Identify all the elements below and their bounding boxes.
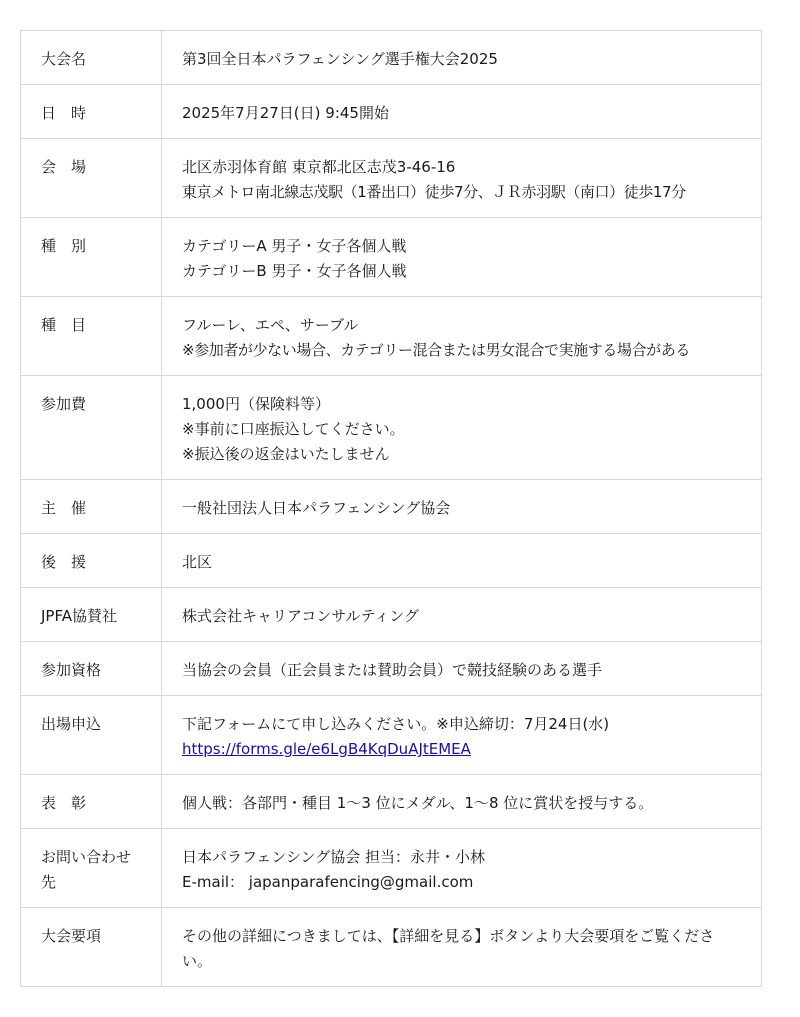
row-value xyxy=(162,696,762,775)
row-entry-fee xyxy=(21,376,762,480)
row-sponsor xyxy=(21,588,762,642)
row-label: 大会要項 xyxy=(21,908,162,987)
row-value xyxy=(162,642,762,696)
value-line: 東京メトロ南北線志茂駅（1番出口）徒歩7分、ＪＲ赤羽駅（南口）徒歩17分 xyxy=(182,183,686,201)
row-events xyxy=(21,297,762,376)
row-label: 後 援 xyxy=(21,534,162,588)
row-value xyxy=(162,480,762,534)
row-value xyxy=(162,139,762,218)
row-label: 参加費 xyxy=(21,376,162,480)
row-support xyxy=(21,534,762,588)
row-value xyxy=(162,31,762,85)
value-line: ※事前に口座振込してください。 xyxy=(182,420,405,438)
row-value xyxy=(162,376,762,480)
value-line: 個人戦：各部門・種目 1～3 位にメダル、1～8 位に賞状を授与する。 xyxy=(182,794,654,812)
value-line: E-mail： japanparafencing@gmail.com xyxy=(182,873,474,891)
row-label: 日 時 xyxy=(21,85,162,139)
row-value xyxy=(162,829,762,908)
value-line: 北区赤羽体育館 東京都北区志茂3-46-16 xyxy=(182,158,456,176)
row-label: JPFA協賛社 xyxy=(21,588,162,642)
row-value xyxy=(162,218,762,297)
row-application xyxy=(21,696,762,775)
event-info-table xyxy=(20,30,762,987)
row-label: 会 場 xyxy=(21,139,162,218)
value-line: ※参加者が少ない場合、カテゴリー混合または男女混合で実施する場合がある xyxy=(182,341,690,359)
value-line: カテゴリーB 男子・女子各個人戦 xyxy=(182,262,407,280)
value-line: 1,000円（保険料等） xyxy=(182,395,330,413)
row-label: 出場申込 xyxy=(21,696,162,775)
value-line: 一般社団法人日本パラフェンシング協会 xyxy=(182,499,451,517)
row-venue xyxy=(21,139,762,218)
row-label: お問い合わせ先 xyxy=(21,829,162,908)
row-label: 種 別 xyxy=(21,218,162,297)
row-contact xyxy=(21,829,762,908)
row-label: 表 彰 xyxy=(21,775,162,829)
value-line: カテゴリーA 男子・女子各個人戦 xyxy=(182,237,407,255)
value-line: 下記フォームにて申し込みください。※申込締切：7月24日(水) xyxy=(182,715,610,733)
row-eligibility xyxy=(21,642,762,696)
row-value xyxy=(162,775,762,829)
row-awards xyxy=(21,775,762,829)
value-line: 2025年7月27日(日) 9:45開始 xyxy=(182,104,389,122)
value-line xyxy=(182,737,741,762)
application-form-link[interactable]: https://forms.gle/e6LgB4KqDuAJtEMEA xyxy=(182,740,471,758)
row-label: 参加資格 xyxy=(21,642,162,696)
row-date-time xyxy=(21,85,762,139)
value-line: フルーレ、エペ、サーブル xyxy=(182,316,359,334)
row-value xyxy=(162,297,762,376)
value-line: 株式会社キャリアコンサルティング xyxy=(182,607,420,625)
row-guidelines xyxy=(21,908,762,987)
row-value xyxy=(162,588,762,642)
value-line: 第3回全日本パラフェンシング選手権大会2025 xyxy=(182,50,498,68)
row-value xyxy=(162,85,762,139)
row-value xyxy=(162,908,762,987)
value-line: 北区 xyxy=(182,553,213,571)
row-label: 大会名 xyxy=(21,31,162,85)
value-line: ※振込後の返金はいたしません xyxy=(182,445,390,463)
row-value xyxy=(162,534,762,588)
row-event-name xyxy=(21,31,762,85)
value-line: 当協会の会員（正会員または賛助会員）で競技経験のある選手 xyxy=(182,661,603,679)
row-label: 主 催 xyxy=(21,480,162,534)
row-organizer xyxy=(21,480,762,534)
value-line: その他の詳細につきましては、【詳細を見る】ボタンより大会要項をご覧ください。 xyxy=(182,927,715,970)
row-label: 種 目 xyxy=(21,297,162,376)
row-category xyxy=(21,218,762,297)
value-line: 日本パラフェンシング協会 担当：永井・小林 xyxy=(182,848,485,866)
